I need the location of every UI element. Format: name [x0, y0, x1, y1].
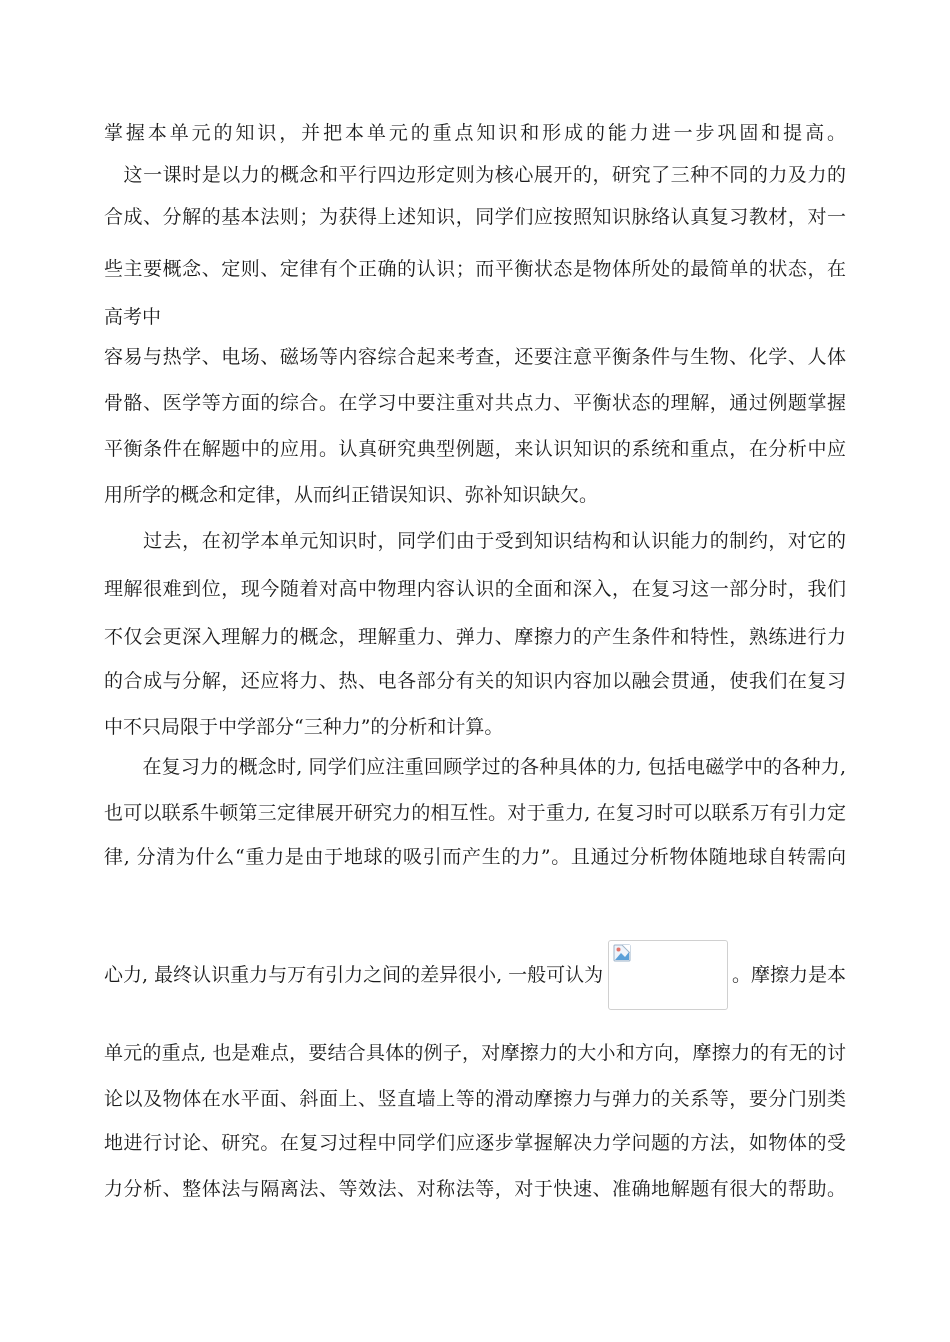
text-line: 平衡条件在解题中的应用。认真研究典型例题，来认识知识的系统和重点，在分析中应 [104, 438, 846, 460]
text-line: 论以及物体在水平面、斜面上、竖直墙上等的滑动摩擦力与弹力的关系等，要分门别类 [104, 1088, 846, 1110]
text-line: 中不只局限于中学部分“三种力”的分析和计算。 [104, 716, 504, 738]
text-line: 掌握本单元的知识，并把本单元的重点知识和形成的能力进一步巩固和提高。 [104, 122, 846, 144]
text-line: 些主要概念、定则、定律有个正确的认识；而平衡状态是物体所处的最简单的状态，在 [104, 258, 846, 280]
text-line: 合成、分解的基本法则；为获得上述知识，同学们应按照知识脉络认真复习教材，对一 [104, 206, 846, 228]
text-line: 骨骼、医学等方面的综合。在学习中要注重对共点力、平衡状态的理解，通过例题掌握 [104, 392, 846, 414]
text-line: 力分析、整体法与隔离法、等效法、对称法等，对于快速、准确地解题有很大的帮助。 [104, 1178, 846, 1200]
text-line: 过去，在初学本单元知识时，同学们由于受到知识结构和认识能力的制约，对它的 [104, 530, 846, 552]
text-line: 容易与热学、电场、磁场等内容综合起来考查，还要注意平衡条件与生物、化学、人体 [104, 346, 846, 368]
text-segment: 心力, 最终认识重力与万有引力之间的差异很小, 一般可认为 [104, 964, 604, 986]
text-line: 律, 分清为什么“重力是由于地球的吸引而产生的力”。且通过分析物体随地球自转需向 [104, 846, 846, 868]
text-line: 不仅会更深入理解力的概念，理解重力、弹力、摩擦力的产生条件和特性，熟练进行力 [104, 626, 846, 648]
text-line: 理解很难到位，现今随着对高中物理内容认识的全面和深入，在复习这一部分时，我们 [104, 578, 846, 600]
text-line-with-image [104, 940, 846, 1010]
text-line: 也可以联系牛顿第三定律展开研究力的相互性。对于重力, 在复习时可以联系万有引力定 [104, 802, 846, 824]
text-line: 用所学的概念和定律，从而纠正错误知识、弥补知识缺欠。 [104, 484, 599, 506]
text-line: 这一课时是以力的概念和平行四边形定则为核心展开的，研究了三种不同的力及力的 [104, 164, 846, 186]
inline-formula-image [608, 940, 728, 1010]
text-line: 地进行讨论、研究。在复习过程中同学们应逐步掌握解决力学问题的方法，如物体的受 [104, 1132, 846, 1154]
text-line: 高考中 [104, 306, 162, 328]
broken-image-icon [613, 944, 631, 962]
text-line: 的合成与分解，还应将力、热、电各部分有关的知识内容加以融会贯通，使我们在复习 [104, 670, 846, 692]
text-line: 在复习力的概念时, 同学们应注重回顾学过的各种具体的力, 包括电磁学中的各种力, [104, 756, 846, 778]
text-segment: 。摩擦力是本 [731, 964, 846, 986]
text-line: 单元的重点, 也是难点，要结合具体的例子，对摩擦力的大小和方向，摩擦力的有无的讨 [104, 1042, 846, 1064]
